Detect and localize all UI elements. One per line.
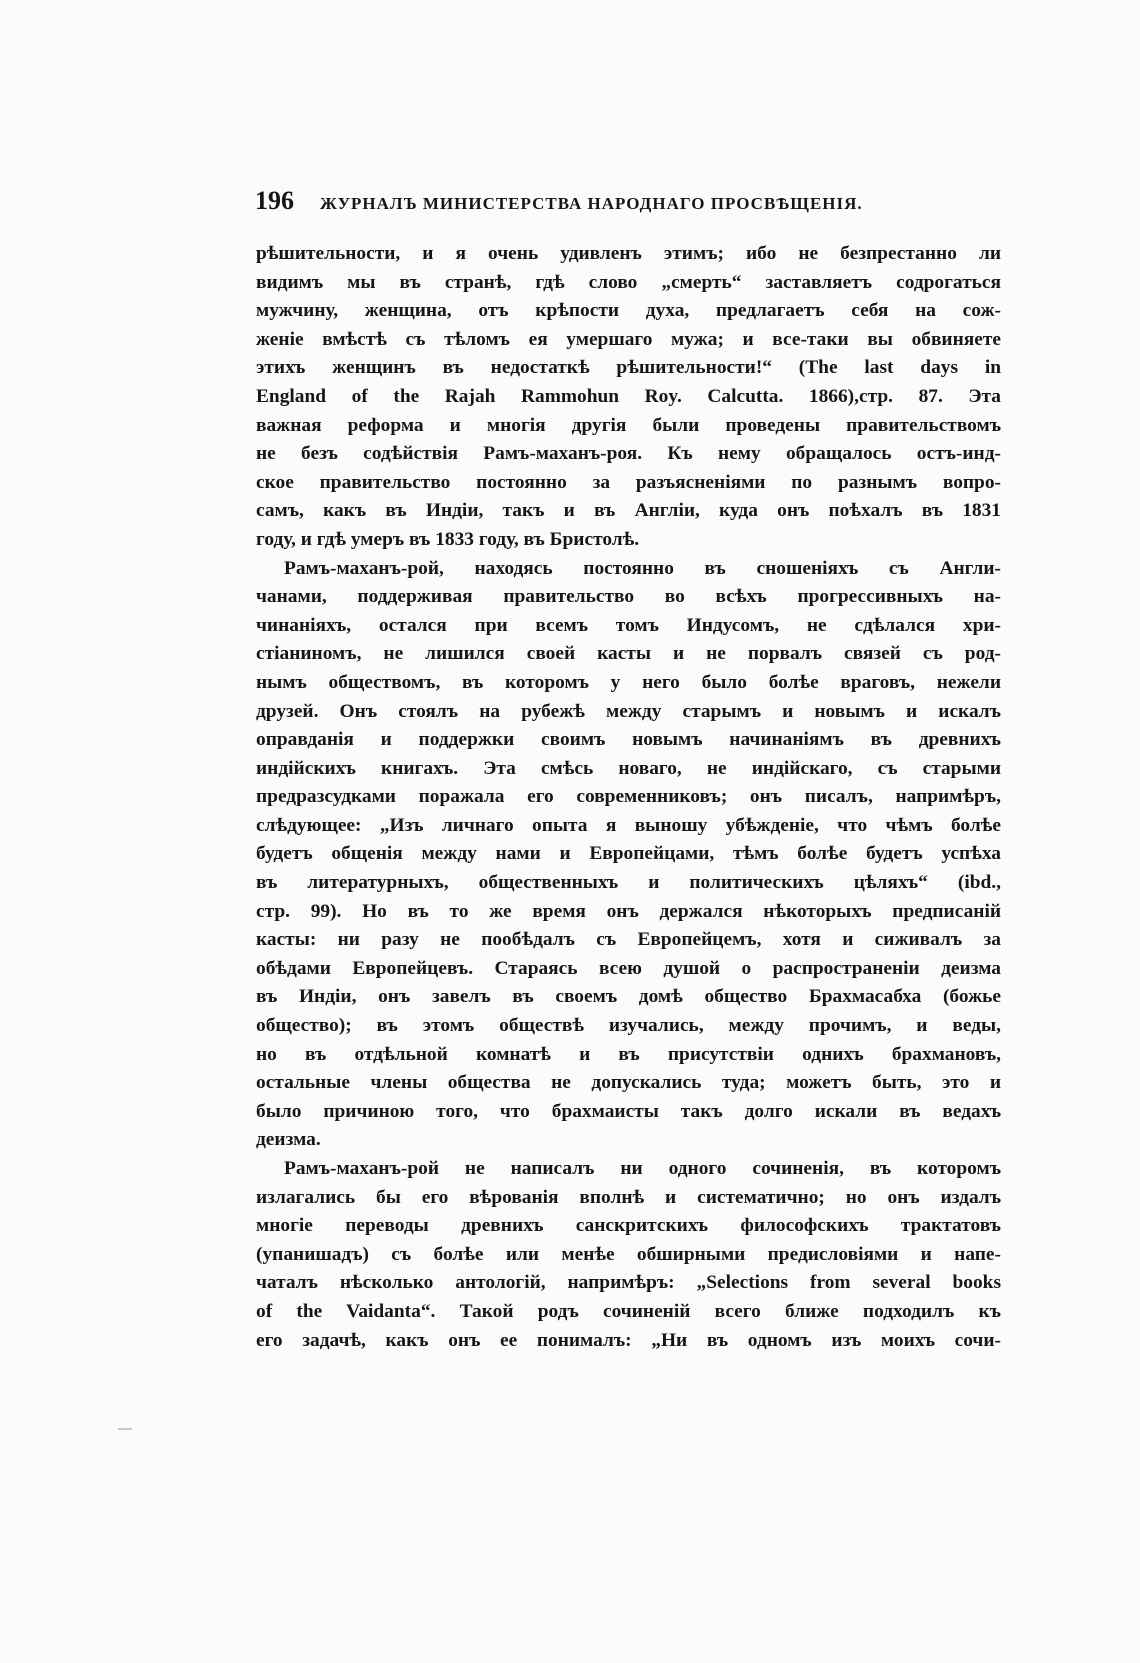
- page-header: [255, 186, 1001, 216]
- text-line: Рамъ-маханъ-рой, находясь постоянно въ сношеніяхъ съ Англи-: [284, 557, 1001, 579]
- text-line: остальные члены общества не допускались туда; можетъ быть, это и: [256, 1072, 1001, 1094]
- text-line: было причиною того, что брахмаисты такъ долго искали въ ведахъ: [256, 1100, 1001, 1122]
- text-line: чанами, поддерживая правительство во всѣхъ прогрессивныхъ на-: [256, 586, 1001, 608]
- text-line: женіе вмѣстѣ съ тѣломъ ея умершаго мужа; и все-таки вы обвиняете: [256, 328, 1001, 350]
- page-number: 196: [255, 186, 294, 215]
- text-line: мужчину, женщина, отъ крѣпости духа, предлагаетъ себя на сож-: [256, 300, 1001, 322]
- text-line: въ литературныхъ, общественныхъ и политическихъ цѣляхъ“ (ibd.,: [256, 872, 1001, 894]
- text-line: его задачѣ, какъ онъ ее понималъ: „Ни въ одномъ изъ моихъ сочи-: [256, 1329, 1001, 1351]
- text-line: самъ, какъ въ Индіи, такъ и въ Англіи, куда онъ поѣхалъ въ 1831: [256, 500, 1001, 522]
- text-line: чинаніяхъ, остался при всемъ томъ Индусомъ, не сдѣлался хри-: [256, 614, 1001, 636]
- text-line: ское правительство постоянно за разъясненіями по разнымъ вопро-: [256, 471, 1001, 493]
- text-line: будетъ общенія между нами и Европейцами, тѣмъ болѣе будетъ успѣха: [256, 843, 1001, 865]
- text-line: въ Индіи, онъ завелъ въ своемъ домѣ общество Брахмасабха (божье: [256, 986, 1001, 1008]
- text-line: England of the Rajah Rammohun Roy. Calcutta. 1866),стр. 87. Эта: [256, 385, 1001, 407]
- text-line: но въ отдѣльной комнатѣ и въ присутствіи однихъ брахмановъ,: [256, 1043, 1001, 1065]
- text-line: деизма.: [256, 1129, 321, 1151]
- text-line: (упанишадъ) съ болѣе или менѣе обширными предисловіями и напе-: [256, 1243, 1001, 1265]
- text-line: этихъ женщинъ въ недостаткѣ рѣшительности!“ (The last days in: [256, 357, 1001, 379]
- text-line: важная реформа и многія другія были проведены правительствомъ: [256, 414, 1001, 436]
- text-line: видимъ мы въ странѣ, гдѣ слово „смерть“ заставляетъ содрогаться: [256, 271, 1001, 293]
- running-head: ЖУРНАЛЪ МИНИСТЕРСТВА НАРОДНАГО ПРОСВѢЩЕНІЯ.: [320, 194, 863, 213]
- text-line: стр. 99). Но въ то же время онъ держался нѣкоторыхъ предписаній: [256, 900, 1001, 922]
- text-line: чаталъ нѣсколько антологій, напримѣръ: „Selections from several books: [256, 1272, 1001, 1294]
- scan-mark: [118, 1428, 132, 1430]
- text-line: Рамъ-маханъ-рой не написалъ ни одного сочиненія, въ которомъ: [284, 1158, 1001, 1179]
- text-line: общество); въ этомъ обществѣ изучались, между прочимъ, и веды,: [256, 1015, 1001, 1037]
- text-line: году, и гдѣ умеръ въ 1833 году, въ Бристолѣ.: [256, 528, 640, 550]
- text-line: индійскихъ книгахъ. Эта смѣсь новаго, не индійскаго, съ старыми: [256, 757, 1001, 779]
- text-line: of the Vaidanta“. Такой родъ сочиненій всего ближе подходилъ къ: [256, 1300, 1001, 1322]
- text-line: друзей. Онъ стоялъ на рубежѣ между старымъ и новымъ и искалъ: [256, 700, 1001, 722]
- text-line: предразсудками поражала его современниковъ; онъ писалъ, напримѣръ,: [256, 786, 1001, 808]
- text-line: рѣшительности, и я очень удивленъ этимъ; ибо не безпрестанно ли: [256, 243, 1001, 264]
- text-line: многіе переводы древнихъ санскритскихъ философскихъ трактатовъ: [256, 1215, 1001, 1237]
- text-line: слѣдующее: „Изъ личнаго опыта я выношу убѣжденіе, что чѣмъ болѣе: [256, 814, 1001, 836]
- body-text: [256, 240, 1001, 1355]
- text-line: касты: ни разу не пообѣдалъ съ Европейцемъ, хотя и сиживалъ за: [256, 929, 1001, 951]
- text-line: оправданія и поддержки своимъ новымъ начинаніямъ въ древнихъ: [256, 729, 1001, 751]
- text-line: нымъ обществомъ, въ которомъ у него было болѣе враговъ, нежели: [256, 671, 1001, 693]
- text-line: обѣдами Европейцевъ. Стараясь всею душой о распространеніи деизма: [256, 957, 1001, 979]
- text-line: излагались бы его вѣрованія вполнѣ и систематично; но онъ издалъ: [256, 1186, 1001, 1208]
- text-line: стіаниномъ, не лишился своей касты и не порвалъ связей съ род-: [256, 643, 1001, 665]
- text-line: не безъ содѣйствія Рамъ-маханъ-роя. Къ нему обращалось остъ-инд-: [256, 443, 1001, 465]
